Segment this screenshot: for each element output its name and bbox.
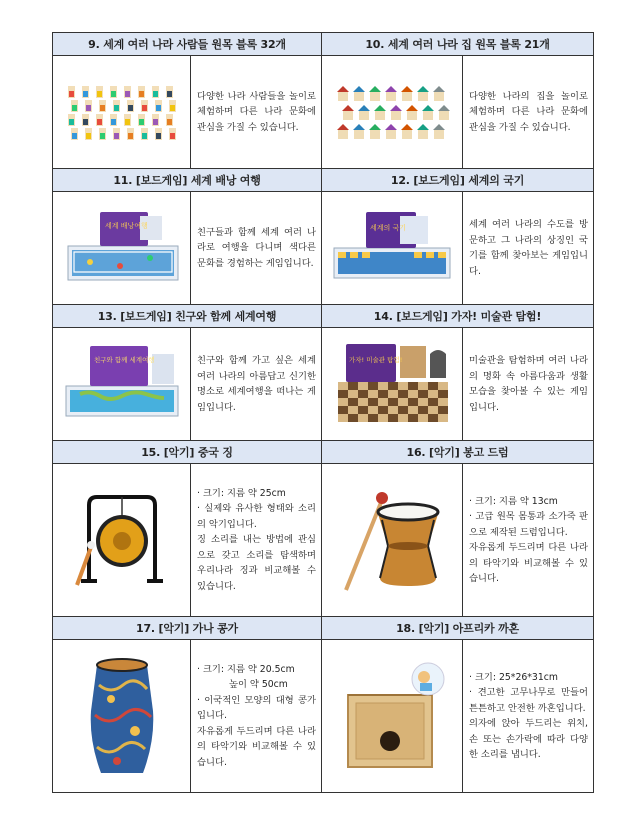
product-image-african-cajon xyxy=(322,640,463,793)
item-title: 17. [악기] 가나 콩가 xyxy=(53,617,322,640)
cajon-illustration xyxy=(330,651,454,781)
item-description: 미술관을 탐험하며 여러 나라의 명화 속 아름다움과 생활 모습을 찾아볼 수 있는 게임입니다. xyxy=(463,328,594,441)
board-game-box-illustration xyxy=(60,206,184,290)
box-title-text: 세계의 국기 xyxy=(370,224,407,232)
product-image-board-game-museum xyxy=(322,328,463,441)
item-description: 친구와 함께 가고 싶은 세계 여러 나라의 아름답고 신기한 명소로 세계여행을 떠나는 게임입니다. xyxy=(191,328,322,441)
board-game-box-illustration xyxy=(330,340,454,428)
item-title: 12. [보드게임] 세계의 국기 xyxy=(322,169,594,192)
product-image-wooden-people-blocks xyxy=(53,56,191,169)
product-image-chinese-gong xyxy=(53,464,191,617)
product-image-bongo-drum xyxy=(322,464,463,617)
product-image-ghana-conga xyxy=(53,640,191,793)
item-description: · 크기: 지름 약 13cm · 고급 원목 몸통과 소가죽 판으로 제작된 드럼입니다. 자유롭게 두드리며 다른 나라의 타악기와 비교해볼 수 있습니다. xyxy=(463,464,594,617)
item-description: 다양한 나라의 집을 놀이로 체험하며 다른 나라 문화에 관심을 가질 수 있습니다. xyxy=(463,56,594,169)
item-description: 세계 여러 나라의 수도를 방문하고 그 나라의 상징인 국기를 함께 찾아보는 게임입니다. xyxy=(463,192,594,305)
item-title: 11. [보드게임] 세계 배낭 여행 xyxy=(53,169,322,192)
item-title: 10. 세계 여러 나라 집 원목 블록 21개 xyxy=(322,33,594,56)
wooden-people-blocks-illustration xyxy=(62,82,182,142)
bongo-drum-illustration xyxy=(332,480,452,600)
product-table xyxy=(52,32,594,793)
product-image-board-game-flags xyxy=(322,192,463,305)
item-description: · 크기: 지름 약 25cm · 실제와 유사한 형태와 소리의 악기입니다. 징 소리를 내는 방법에 관심으로 갖고 소리를 탐색하며 우리나라 징과 비교해볼 수 있습니다. xyxy=(191,464,322,617)
wooden-house-blocks-illustration xyxy=(332,80,452,144)
item-title: 14. [보드게임] 가자! 미술관 탐험! xyxy=(322,305,594,328)
conga-drum-illustration xyxy=(77,651,167,781)
item-title: 16. [악기] 봉고 드럼 xyxy=(322,441,594,464)
item-title: 15. [악기] 중국 징 xyxy=(53,441,322,464)
item-description: 친구들과 함께 세계 여러 나라로 여행을 다니며 색다른 문화를 경험하는 게임입니다. xyxy=(191,192,322,305)
product-image-wooden-house-blocks xyxy=(322,56,463,169)
board-game-box-illustration xyxy=(330,206,454,290)
gong-illustration xyxy=(67,485,177,595)
box-title-text: 친구와 함께 세계여행 xyxy=(93,356,155,364)
item-description: 다양한 나라 사람들을 놀이로 체험하며 다른 나라 문화에 관심을 가질 수 있습니다. xyxy=(191,56,322,169)
product-image-board-game-world-travel xyxy=(53,328,191,441)
item-title: 9. 세계 여러 나라 사람들 원목 블록 32개 xyxy=(53,33,322,56)
product-image-board-game-backpacking xyxy=(53,192,191,305)
board-game-box-illustration xyxy=(60,342,184,426)
box-title-text: 가자! 미술관 탐험! xyxy=(349,356,403,364)
box-title-text: 세계 배낭여행 xyxy=(104,222,148,230)
item-description: · 크기: 지름 약 20.5cm 높이 약 50cm · 이국적인 모양의 대형 콩가입니다. 자유롭게 두드리며 다른 나라의 타악기와 비교해볼 수 있습니다. xyxy=(191,640,322,793)
item-title: 13. [보드게임] 친구와 함께 세계여행 xyxy=(53,305,322,328)
item-title: 18. [악기] 아프리카 까혼 xyxy=(322,617,594,640)
item-description: · 크기: 25*26*31cm · 견고한 고무나무로 만들어 튼튼하고 안전한 까혼입니다. 의자에 앉아 두드리는 위치, 손 또는 손가락에 따라 다양한 소리를 냅니다. xyxy=(463,640,594,793)
